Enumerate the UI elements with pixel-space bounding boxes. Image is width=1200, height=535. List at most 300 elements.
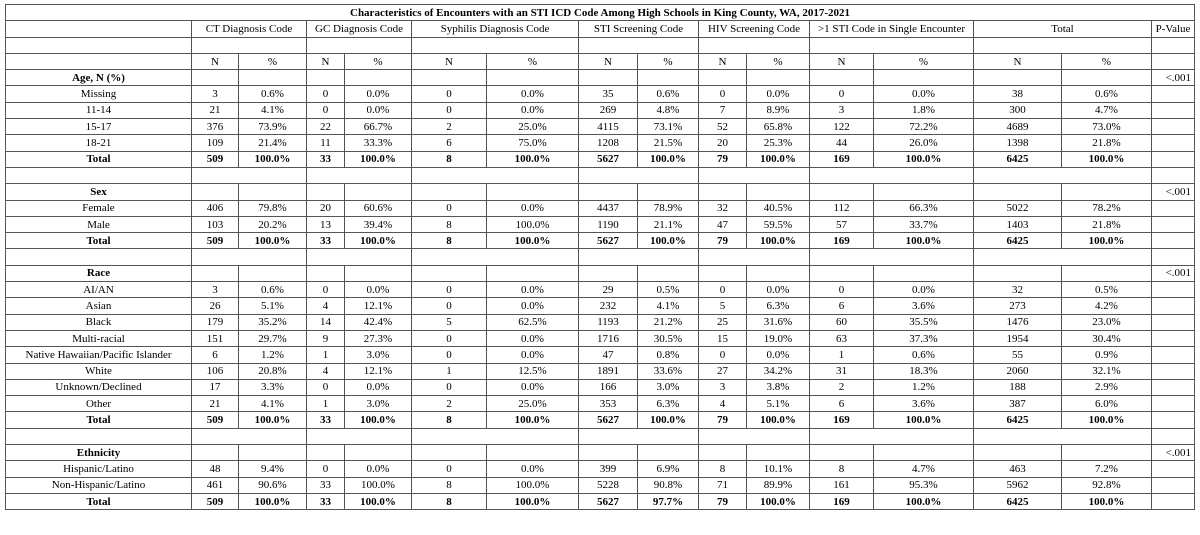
row-label: AI/AN [6, 282, 192, 298]
cell-percent: 0.0% [747, 282, 810, 298]
cell-percent: 100.0% [487, 233, 579, 249]
cell-count: 33 [307, 493, 345, 509]
subheader-percent: % [874, 53, 974, 69]
cell-percent: 100.0% [747, 151, 810, 167]
cell-count: 2 [810, 379, 874, 395]
cell-percent: 100.0% [239, 151, 307, 167]
cell-percent: 60.6% [345, 200, 412, 216]
col-header-total: Total [974, 21, 1152, 37]
cell-percent: 89.9% [747, 477, 810, 493]
cell-count: 0 [307, 379, 345, 395]
cell-percent: 12.1% [345, 298, 412, 314]
subheader-percent: % [747, 53, 810, 69]
cell-percent: 3.3% [239, 379, 307, 395]
subheader-n: N [974, 53, 1062, 69]
cell-count: 6425 [974, 233, 1062, 249]
cell-count: 0 [412, 102, 487, 118]
cell-percent: 4.7% [1062, 102, 1152, 118]
cell-percent: 25.0% [487, 119, 579, 135]
table-row [6, 461, 1195, 477]
cell-percent: 100.0% [1062, 493, 1152, 509]
cell-count: 0 [307, 461, 345, 477]
cell-count: 1208 [579, 135, 638, 151]
cell-count: 5228 [579, 477, 638, 493]
cell-count: 4 [307, 363, 345, 379]
cell-percent: 3.6% [874, 298, 974, 314]
cell-percent: 78.2% [1062, 200, 1152, 216]
cell-percent: 100.0% [874, 233, 974, 249]
cell-percent: 0.0% [345, 282, 412, 298]
cell-percent: 73.9% [239, 119, 307, 135]
col-header-multi-sti: >1 STI Code in Single Encounter [810, 21, 974, 37]
cell-count: 79 [699, 151, 747, 167]
cell-percent: 4.1% [239, 102, 307, 118]
cell-percent: 0.0% [345, 461, 412, 477]
table-row [6, 282, 1195, 298]
cell-percent: 0.0% [345, 379, 412, 395]
row-label: Missing [6, 86, 192, 102]
cell-percent: 100.0% [239, 233, 307, 249]
cell-percent: 20.2% [239, 216, 307, 232]
cell-count: 406 [192, 200, 239, 216]
cell-count: 0 [412, 347, 487, 363]
cell-count: 399 [579, 461, 638, 477]
table-row [6, 379, 1195, 395]
cell-count: 8 [412, 412, 487, 428]
cell-count: 14 [307, 314, 345, 330]
cell-count: 463 [974, 461, 1062, 477]
cell-count: 5627 [579, 412, 638, 428]
cell-percent: 18.3% [874, 363, 974, 379]
spacer-row [6, 428, 1195, 444]
cell-count: 6 [810, 396, 874, 412]
cell-count: 0 [412, 86, 487, 102]
cell-count: 8 [412, 151, 487, 167]
cell-percent: 0.0% [487, 282, 579, 298]
cell-percent: 37.3% [874, 330, 974, 346]
cell-percent: 1.8% [874, 102, 974, 118]
cell-percent: 100.0% [638, 233, 699, 249]
row-label: Female [6, 200, 192, 216]
cell-percent: 0.0% [487, 102, 579, 118]
cell-count: 13 [307, 216, 345, 232]
cell-count: 0 [810, 86, 874, 102]
subheader-n: N [579, 53, 638, 69]
cell-percent: 31.6% [747, 314, 810, 330]
cell-count: 1190 [579, 216, 638, 232]
cell-count: 1891 [579, 363, 638, 379]
cell-count: 5627 [579, 493, 638, 509]
cell-percent: 40.5% [747, 200, 810, 216]
row-label: Total [6, 493, 192, 509]
cell-percent: 0.0% [747, 347, 810, 363]
cell-percent: 8.9% [747, 102, 810, 118]
cell-count: 6 [412, 135, 487, 151]
cell-count: 169 [810, 151, 874, 167]
table-row [6, 298, 1195, 314]
cell-count: 3 [810, 102, 874, 118]
cell-count: 1403 [974, 216, 1062, 232]
cell-percent: 0.0% [747, 86, 810, 102]
total-row [6, 233, 1195, 249]
cell-count: 1954 [974, 330, 1062, 346]
section-label: Sex [6, 184, 192, 200]
subheader-n: N [307, 53, 345, 69]
subheader-n: N [192, 53, 239, 69]
cell-percent: 3.0% [345, 396, 412, 412]
cell-count: 161 [810, 477, 874, 493]
cell-percent: 100.0% [874, 151, 974, 167]
cell-count: 5 [699, 298, 747, 314]
cell-percent: 21.4% [239, 135, 307, 151]
cell-count: 1 [412, 363, 487, 379]
cell-count: 9 [307, 330, 345, 346]
cell-count: 151 [192, 330, 239, 346]
cell-percent: 2.9% [1062, 379, 1152, 395]
cell-percent: 100.0% [487, 493, 579, 509]
cell-count: 461 [192, 477, 239, 493]
cell-count: 20 [699, 135, 747, 151]
cell-count: 22 [307, 119, 345, 135]
table-row [6, 86, 1195, 102]
cell-count: 0 [412, 200, 487, 216]
total-row [6, 412, 1195, 428]
cell-percent: 0.6% [1062, 86, 1152, 102]
cell-percent: 0.5% [1062, 282, 1152, 298]
cell-percent: 0.6% [239, 282, 307, 298]
cell-count: 353 [579, 396, 638, 412]
cell-count: 2060 [974, 363, 1062, 379]
cell-percent: 21.5% [638, 135, 699, 151]
cell-percent: 0.0% [487, 200, 579, 216]
cell-count: 6425 [974, 493, 1062, 509]
cell-percent: 100.0% [874, 493, 974, 509]
cell-count: 1193 [579, 314, 638, 330]
cell-percent: 21.1% [638, 216, 699, 232]
spacer-row [6, 167, 1195, 183]
cell-count: 387 [974, 396, 1062, 412]
cell-count: 47 [579, 347, 638, 363]
cell-percent: 21.8% [1062, 216, 1152, 232]
section-header-row [6, 70, 1195, 86]
cell-percent: 100.0% [747, 412, 810, 428]
cell-count: 6 [192, 347, 239, 363]
encounters-table [5, 4, 1195, 510]
cell-count: 1398 [974, 135, 1062, 151]
section-header-row [6, 445, 1195, 461]
cell-count: 4 [699, 396, 747, 412]
cell-percent: 100.0% [487, 216, 579, 232]
cell-count: 509 [192, 493, 239, 509]
cell-count: 52 [699, 119, 747, 135]
table-row [6, 216, 1195, 232]
cell-count: 3 [192, 86, 239, 102]
row-label: Non-Hispanic/Latino [6, 477, 192, 493]
section-label: Ethnicity [6, 445, 192, 461]
section-pvalue: <.001 [1152, 70, 1195, 86]
cell-percent: 62.5% [487, 314, 579, 330]
cell-count: 4115 [579, 119, 638, 135]
cell-count: 17 [192, 379, 239, 395]
cell-count: 106 [192, 363, 239, 379]
cell-percent: 100.0% [747, 233, 810, 249]
cell-percent: 95.3% [874, 477, 974, 493]
section-label: Race [6, 265, 192, 281]
section-header-row [6, 184, 1195, 200]
cell-count: 33 [307, 233, 345, 249]
cell-count: 0 [307, 102, 345, 118]
cell-count: 21 [192, 396, 239, 412]
table-row [6, 119, 1195, 135]
cell-count: 4437 [579, 200, 638, 216]
cell-count: 112 [810, 200, 874, 216]
cell-percent: 66.3% [874, 200, 974, 216]
cell-percent: 33.3% [345, 135, 412, 151]
row-label: 11-14 [6, 102, 192, 118]
cell-count: 25 [699, 314, 747, 330]
cell-count: 31 [810, 363, 874, 379]
blank-row [6, 37, 1195, 53]
cell-percent: 73.0% [1062, 119, 1152, 135]
cell-percent: 3.6% [874, 396, 974, 412]
cell-count: 1716 [579, 330, 638, 346]
cell-percent: 0.0% [345, 102, 412, 118]
row-label: Native Hawaiian/Pacific Islander [6, 347, 192, 363]
cell-percent: 100.0% [345, 493, 412, 509]
cell-count: 63 [810, 330, 874, 346]
cell-percent: 0.0% [874, 86, 974, 102]
cell-percent: 42.4% [345, 314, 412, 330]
table-row [6, 200, 1195, 216]
cell-count: 5022 [974, 200, 1062, 216]
cell-count: 103 [192, 216, 239, 232]
cell-count: 169 [810, 493, 874, 509]
cell-count: 71 [699, 477, 747, 493]
cell-count: 55 [974, 347, 1062, 363]
cell-percent: 21.8% [1062, 135, 1152, 151]
cell-percent: 0.0% [487, 347, 579, 363]
cell-percent: 92.8% [1062, 477, 1152, 493]
subheader-row [6, 53, 1195, 69]
cell-percent: 100.0% [487, 477, 579, 493]
subheader-percent: % [345, 53, 412, 69]
cell-percent: 66.7% [345, 119, 412, 135]
cell-percent: 0.6% [874, 347, 974, 363]
cell-count: 33 [307, 412, 345, 428]
col-header-pvalue: P-Value [1152, 21, 1195, 37]
cell-percent: 65.8% [747, 119, 810, 135]
cell-count: 47 [699, 216, 747, 232]
cell-percent: 30.4% [1062, 330, 1152, 346]
cell-percent: 100.0% [747, 493, 810, 509]
row-label: Male [6, 216, 192, 232]
cell-count: 33 [307, 477, 345, 493]
subheader-n: N [412, 53, 487, 69]
cell-count: 8 [412, 233, 487, 249]
cell-count: 48 [192, 461, 239, 477]
row-label: 15-17 [6, 119, 192, 135]
cell-percent: 4.7% [874, 461, 974, 477]
table-row [6, 330, 1195, 346]
cell-percent: 25.3% [747, 135, 810, 151]
cell-percent: 34.2% [747, 363, 810, 379]
row-label: Total [6, 151, 192, 167]
cell-percent: 3.0% [638, 379, 699, 395]
cell-count: 32 [974, 282, 1062, 298]
cell-count: 6425 [974, 412, 1062, 428]
cell-count: 0 [412, 379, 487, 395]
title-row [6, 5, 1195, 21]
cell-percent: 0.6% [638, 86, 699, 102]
cell-percent: 75.0% [487, 135, 579, 151]
subheader-n: N [699, 53, 747, 69]
cell-percent: 32.1% [1062, 363, 1152, 379]
cell-count: 1 [810, 347, 874, 363]
cell-count: 0 [412, 282, 487, 298]
cell-percent: 100.0% [1062, 412, 1152, 428]
cell-percent: 5.1% [239, 298, 307, 314]
cell-percent: 0.0% [345, 86, 412, 102]
row-label: Black [6, 314, 192, 330]
cell-count: 166 [579, 379, 638, 395]
cell-count: 20 [307, 200, 345, 216]
cell-count: 188 [974, 379, 1062, 395]
cell-count: 1476 [974, 314, 1062, 330]
cell-count: 33 [307, 151, 345, 167]
total-row [6, 493, 1195, 509]
spacer-row [6, 249, 1195, 265]
cell-count: 3 [192, 282, 239, 298]
row-label: Total [6, 412, 192, 428]
cell-count: 179 [192, 314, 239, 330]
cell-count: 509 [192, 412, 239, 428]
cell-percent: 100.0% [239, 412, 307, 428]
subheader-percent: % [487, 53, 579, 69]
cell-count: 5627 [579, 233, 638, 249]
table-row [6, 363, 1195, 379]
col-header-ct: CT Diagnosis Code [192, 21, 307, 37]
cell-percent: 0.0% [874, 282, 974, 298]
cell-count: 0 [699, 347, 747, 363]
cell-count: 4 [307, 298, 345, 314]
cell-count: 2 [412, 119, 487, 135]
cell-percent: 100.0% [1062, 233, 1152, 249]
cell-count: 0 [810, 282, 874, 298]
cell-count: 7 [699, 102, 747, 118]
cell-percent: 0.0% [487, 461, 579, 477]
cell-percent: 0.0% [487, 330, 579, 346]
table-container [5, 4, 1194, 510]
cell-count: 4689 [974, 119, 1062, 135]
cell-percent: 0.5% [638, 282, 699, 298]
cell-count: 0 [412, 298, 487, 314]
cell-percent: 100.0% [487, 151, 579, 167]
cell-count: 0 [307, 86, 345, 102]
cell-count: 35 [579, 86, 638, 102]
cell-percent: 79.8% [239, 200, 307, 216]
cell-percent: 4.2% [1062, 298, 1152, 314]
cell-count: 60 [810, 314, 874, 330]
cell-percent: 0.6% [239, 86, 307, 102]
total-row [6, 151, 1195, 167]
cell-percent: 12.5% [487, 363, 579, 379]
table-row [6, 314, 1195, 330]
cell-count: 6 [810, 298, 874, 314]
cell-percent: 100.0% [345, 477, 412, 493]
cell-count: 5 [412, 314, 487, 330]
cell-percent: 78.9% [638, 200, 699, 216]
cell-percent: 29.7% [239, 330, 307, 346]
cell-percent: 4.1% [638, 298, 699, 314]
section-label: Age, N (%) [6, 70, 192, 86]
cell-percent: 0.0% [487, 298, 579, 314]
cell-percent: 19.0% [747, 330, 810, 346]
col-header-hiv-screening: HIV Screening Code [699, 21, 810, 37]
cell-count: 269 [579, 102, 638, 118]
table-title: Characteristics of Encounters with an STI ICD Code Among High Schools in King County, WA, 2017-2021 [6, 5, 1195, 21]
cell-percent: 0.8% [638, 347, 699, 363]
cell-percent: 21.2% [638, 314, 699, 330]
cell-count: 6425 [974, 151, 1062, 167]
cell-percent: 1.2% [239, 347, 307, 363]
header-row [6, 21, 1195, 37]
cell-percent: 26.0% [874, 135, 974, 151]
section-pvalue: <.001 [1152, 445, 1195, 461]
cell-count: 29 [579, 282, 638, 298]
cell-count: 79 [699, 412, 747, 428]
cell-percent: 33.7% [874, 216, 974, 232]
cell-count: 0 [412, 461, 487, 477]
cell-percent: 0.9% [1062, 347, 1152, 363]
subheader-percent: % [1062, 53, 1152, 69]
cell-count: 0 [412, 330, 487, 346]
row-label: White [6, 363, 192, 379]
cell-count: 27 [699, 363, 747, 379]
cell-count: 11 [307, 135, 345, 151]
cell-percent: 4.8% [638, 102, 699, 118]
cell-count: 79 [699, 233, 747, 249]
cell-percent: 6.3% [747, 298, 810, 314]
cell-percent: 20.8% [239, 363, 307, 379]
cell-percent: 100.0% [1062, 151, 1152, 167]
cell-count: 21 [192, 102, 239, 118]
cell-percent: 23.0% [1062, 314, 1152, 330]
cell-count: 509 [192, 233, 239, 249]
cell-count: 8 [810, 461, 874, 477]
cell-count: 0 [699, 282, 747, 298]
cell-percent: 39.4% [345, 216, 412, 232]
cell-count: 79 [699, 493, 747, 509]
cell-count: 8 [412, 477, 487, 493]
cell-percent: 1.2% [874, 379, 974, 395]
row-label: Multi-racial [6, 330, 192, 346]
cell-percent: 3.0% [345, 347, 412, 363]
cell-count: 3 [699, 379, 747, 395]
cell-count: 109 [192, 135, 239, 151]
row-label-header [6, 21, 192, 37]
cell-percent: 100.0% [638, 151, 699, 167]
cell-percent: 100.0% [345, 412, 412, 428]
cell-count: 0 [699, 86, 747, 102]
cell-count: 15 [699, 330, 747, 346]
subheader-percent: % [638, 53, 699, 69]
section-header-row [6, 265, 1195, 281]
cell-percent: 30.5% [638, 330, 699, 346]
row-label: Hispanic/Latino [6, 461, 192, 477]
row-label: Other [6, 396, 192, 412]
table-row [6, 102, 1195, 118]
cell-count: 8 [699, 461, 747, 477]
